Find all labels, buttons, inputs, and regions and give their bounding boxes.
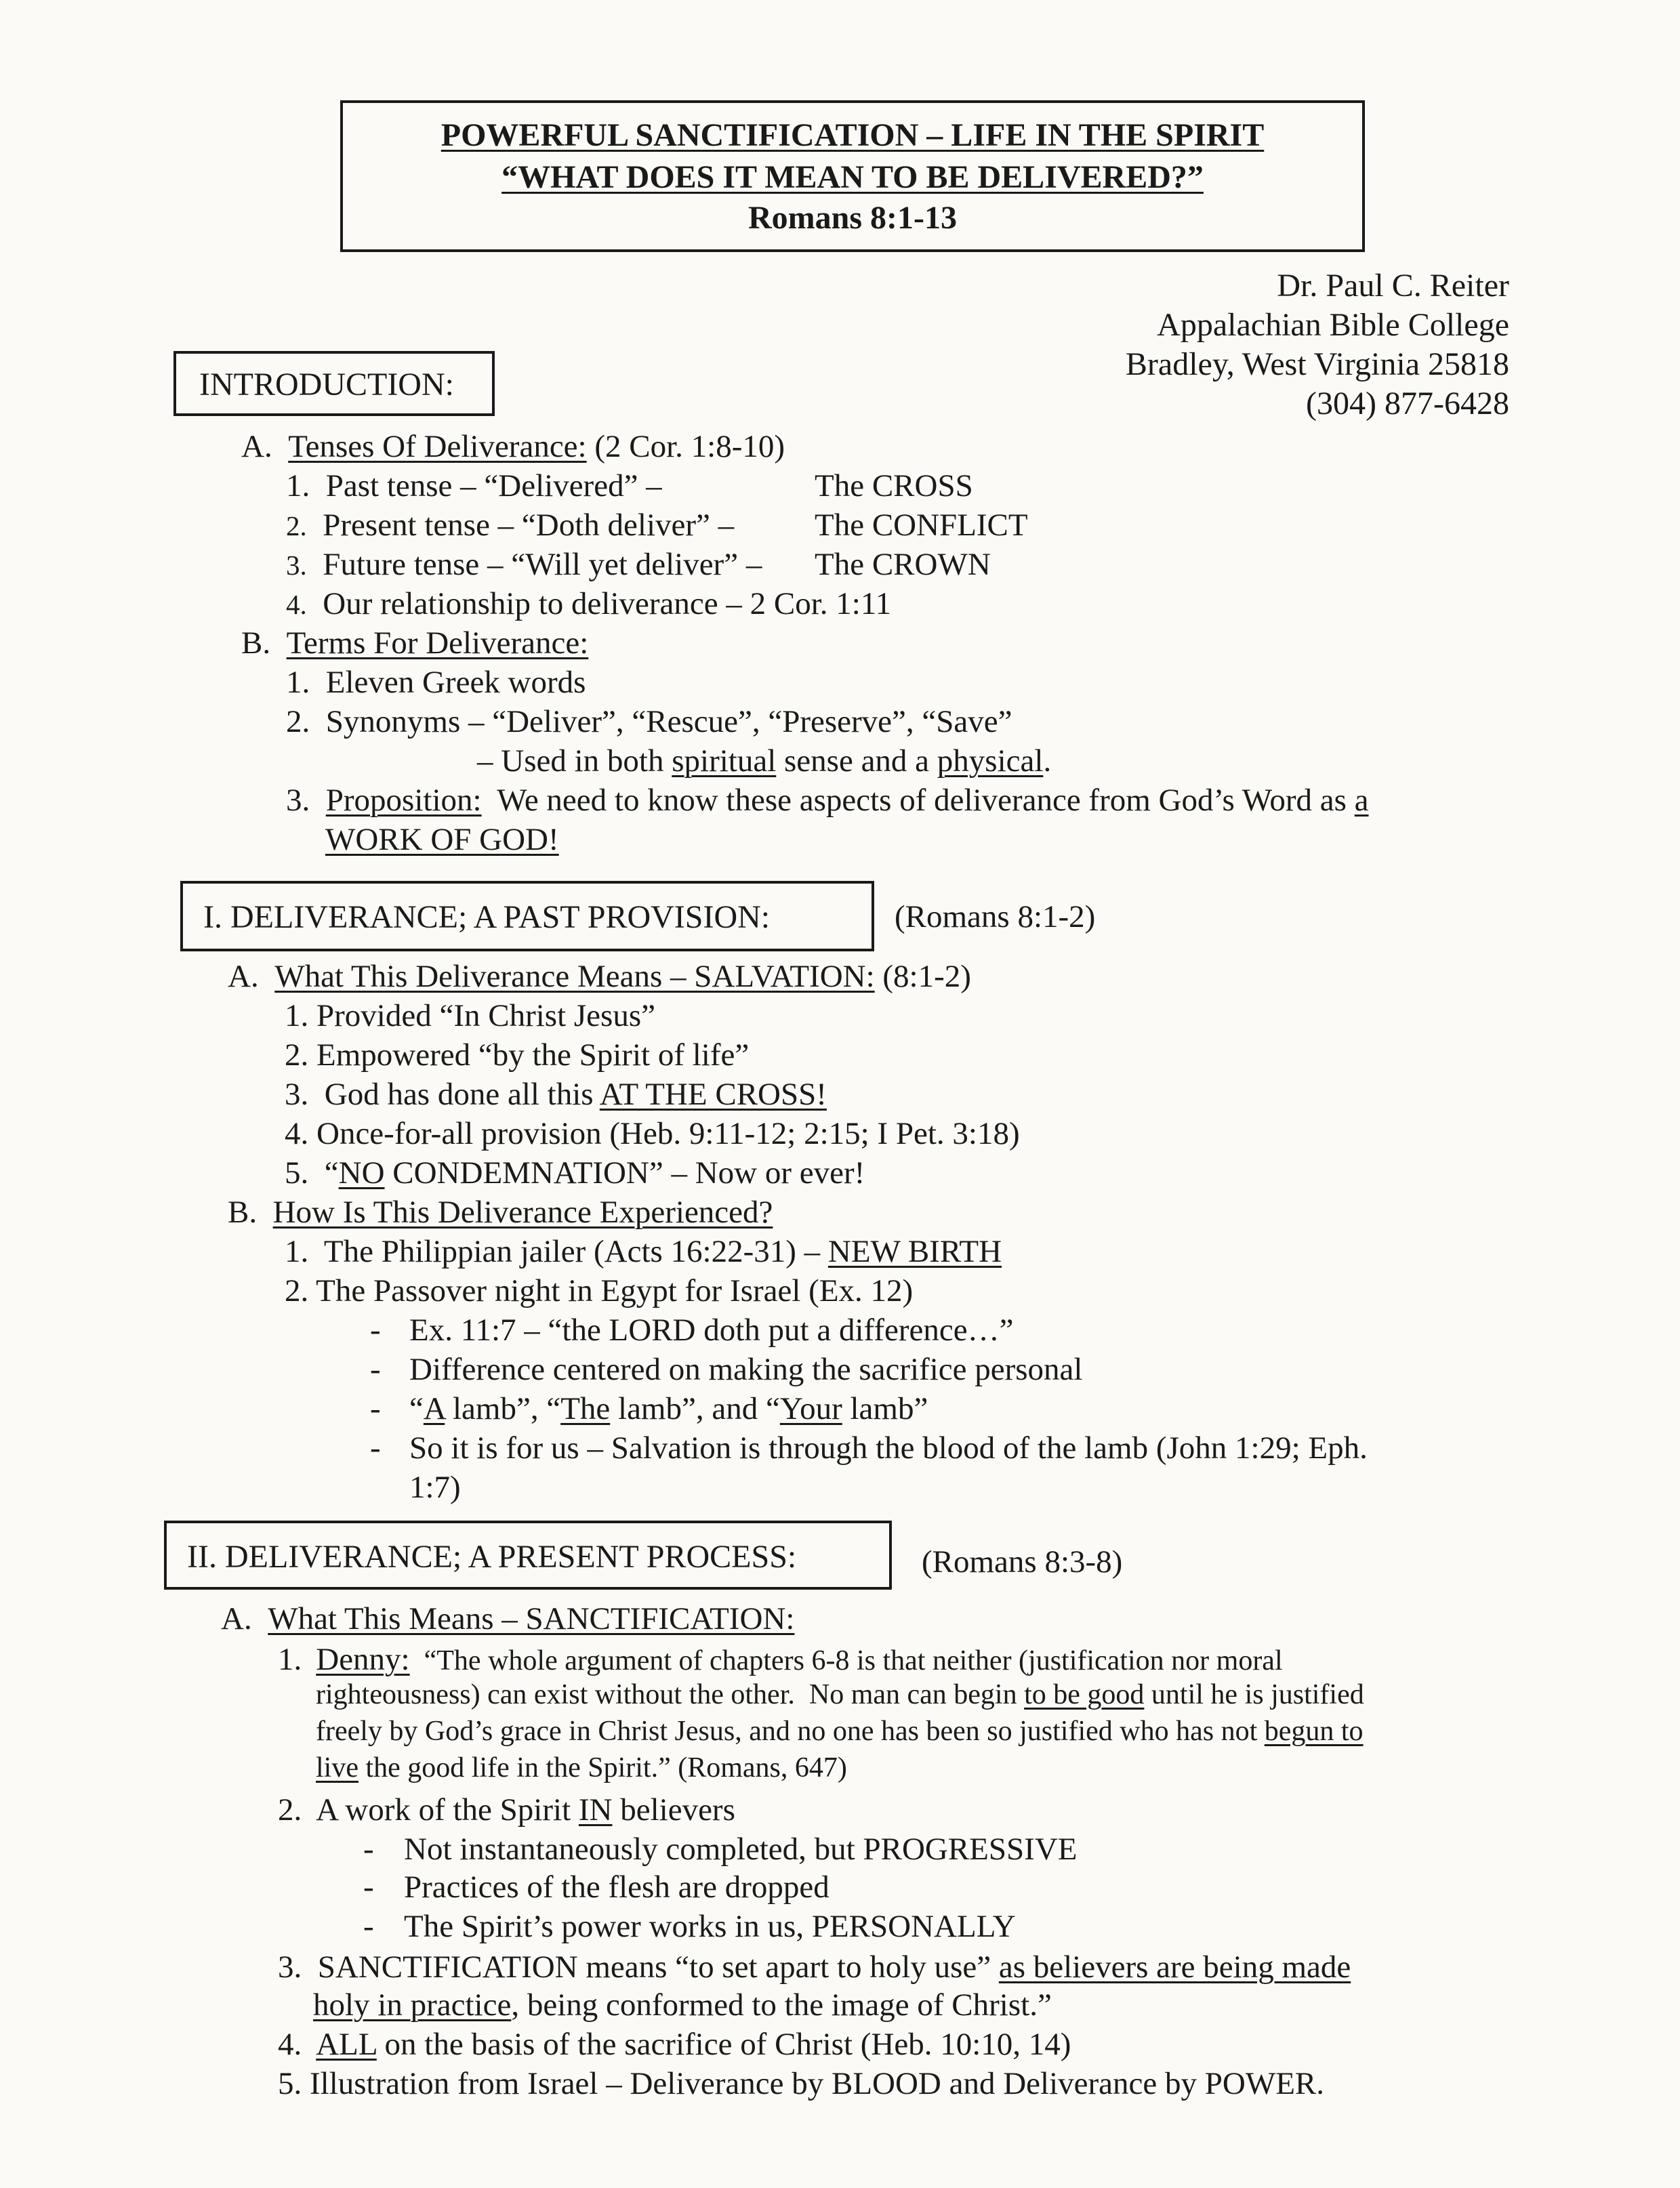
s1-sub-2: Difference centered on making the sacrifice personal: [409, 1352, 1083, 1387]
introduction-label: INTRODUCTION:: [199, 367, 454, 402]
title-line-2: “WHAT DOES IT MEAN TO BE DELIVERED?”: [501, 159, 1204, 195]
s2-item-2: 2. A work of the Spirit IN believers: [278, 1792, 735, 1828]
section-2-box: [164, 1521, 892, 1590]
s1-a-item-5: 5. “NO CONDEMNATION” – Now or ever!: [285, 1155, 865, 1191]
title-line-1: POWERFUL SANCTIFICATION – LIFE IN THE SPIRIT: [441, 117, 1265, 153]
s1-b-item-1: 1. The Philippian jailer (Acts 16:22-31) – NEW BIRTH: [285, 1234, 1002, 1269]
s2-quote-line2: righteousness) can exist without the other. No man can begin to be good until he is justified: [316, 1679, 1364, 1710]
intro-b-item-1: 1. Eleven Greek words: [286, 665, 586, 700]
intro-b-item-3-line2: WORK OF GOD!: [325, 822, 559, 857]
intro-a-item-2: 2. Present tense – “Doth deliver” –: [286, 508, 735, 543]
intro-a-item-3-right: The CROWN: [815, 547, 991, 582]
s2-item-3: 3. SANCTIFICATION means “to set apart to holy use” as believers are being made: [278, 1949, 1351, 1985]
intro-a-item-3: 3. Future tense – “Will yet deliver” –: [286, 547, 762, 582]
intro-a-item-1-right: The CROSS: [815, 468, 973, 503]
s2-sub-2: Practices of the flesh are dropped: [404, 1870, 829, 1905]
s1-a-item-2: 2. Empowered “by the Spirit of life”: [285, 1037, 750, 1073]
s1-dash-4: -: [370, 1430, 381, 1466]
intro-a-item-4: 4. Our relationship to deliverance – 2 Cor. 1:11: [286, 586, 892, 621]
s1-b-heading: B. How Is This Deliverance Experienced?: [228, 1195, 773, 1230]
intro-b-item-2: 2. Synonyms – “Deliver”, “Rescue”, “Preserve”, “Save”: [286, 704, 1012, 739]
s2-quote-line3: freely by God’s grace in Christ Jesus, and no one has been so justified who has not begun to: [316, 1716, 1364, 1747]
intro-a-item-1: 1. Past tense – “Delivered” –: [286, 468, 662, 503]
s1-dash-1: -: [370, 1313, 381, 1348]
s2-quote-line4: live the good life in the Spirit.” (Romans, 647): [316, 1752, 847, 1783]
s1-a-item-1: 1. Provided “In Christ Jesus”: [285, 998, 655, 1033]
s1-b-item-2: 2. The Passover night in Egypt for Israel (Ex. 12): [285, 1273, 914, 1308]
section-1-label: I. DELIVERANCE; A PAST PROVISION:: [203, 899, 771, 935]
s2-sub-1: Not instantaneously completed, but PROGRESSIVE: [404, 1832, 1078, 1867]
s1-a-item-3: 3. God has done all this AT THE CROSS!: [285, 1077, 827, 1112]
s2-item-3-line2: holy in practice, being conformed to the image of Christ.”: [313, 1987, 1052, 2023]
author-phone: (304) 877-6428: [1306, 386, 1509, 421]
s1-a-item-4: 4. Once-for-all provision (Heb. 9:11-12; 2:15; I Pet. 3:18): [285, 1116, 1020, 1151]
s2-dash-3: -: [363, 1909, 374, 1944]
intro-b-item-2-sub: – Used in both spiritual sense and a physical.: [477, 743, 1052, 779]
s2-item-4: 4. ALL on the basis of the sacrifice of Christ (Heb. 10:10, 14): [278, 2027, 1071, 2062]
title-line-3: Romans 8:1-13: [748, 200, 957, 236]
s1-sub-4-line2: 1:7): [409, 1470, 461, 1505]
s1-dash-3: -: [370, 1391, 381, 1426]
title-box: [340, 100, 1365, 252]
intro-b-item-3: 3. Proposition: We need to know these aspects of deliverance from God’s Word as a: [286, 783, 1369, 818]
s2-item-5: 5. Illustration from Israel – Deliverance by BLOOD and Deliverance by POWER.: [278, 2066, 1325, 2101]
s2-dash-2: -: [363, 1870, 374, 1905]
section-1-box: [180, 881, 874, 951]
section-2-ref: (Romans 8:3-8): [922, 1544, 1123, 1580]
intro-a-heading: A. Tenses Of Deliverance: (2 Cor. 1:8-10): [241, 429, 785, 464]
section-2-label: II. DELIVERANCE; A PRESENT PROCESS:: [187, 1539, 797, 1575]
intro-a-item-2-right: The CONFLICT: [815, 508, 1028, 543]
s2-a-heading: A. What This Means – SANCTIFICATION:: [221, 1601, 795, 1636]
intro-b-heading: B. Terms For Deliverance:: [241, 625, 589, 661]
s1-a-heading: A. What This Deliverance Means – SALVATION: (8:1-2): [228, 959, 971, 994]
s1-dash-2: -: [370, 1352, 381, 1387]
author-location: Bradley, West Virginia 25818: [1125, 346, 1509, 382]
s2-dash-1: -: [363, 1832, 374, 1867]
s1-sub-3: “A lamb”, “The lamb”, and “Your lamb”: [409, 1391, 928, 1426]
s1-sub-4-line1: So it is for us – Salvation is through the blood of the lamb (John 1:29; Eph.: [409, 1430, 1368, 1466]
s2-sub-3: The Spirit’s power works in us, PERSONALLY: [404, 1909, 1016, 1944]
author-name: Dr. Paul C. Reiter: [1277, 268, 1509, 304]
section-1-ref: (Romans 8:1-2): [895, 899, 1096, 934]
s1-sub-1: Ex. 11:7 – “the LORD doth put a difference…”: [409, 1313, 1014, 1348]
s2-quote-line1: 1. Denny: “The whole argument of chapters 6-8 is that neither (justification nor moral: [278, 1642, 1283, 1677]
author-institution: Appalachian Bible College: [1157, 307, 1509, 343]
introduction-box: [173, 351, 495, 416]
